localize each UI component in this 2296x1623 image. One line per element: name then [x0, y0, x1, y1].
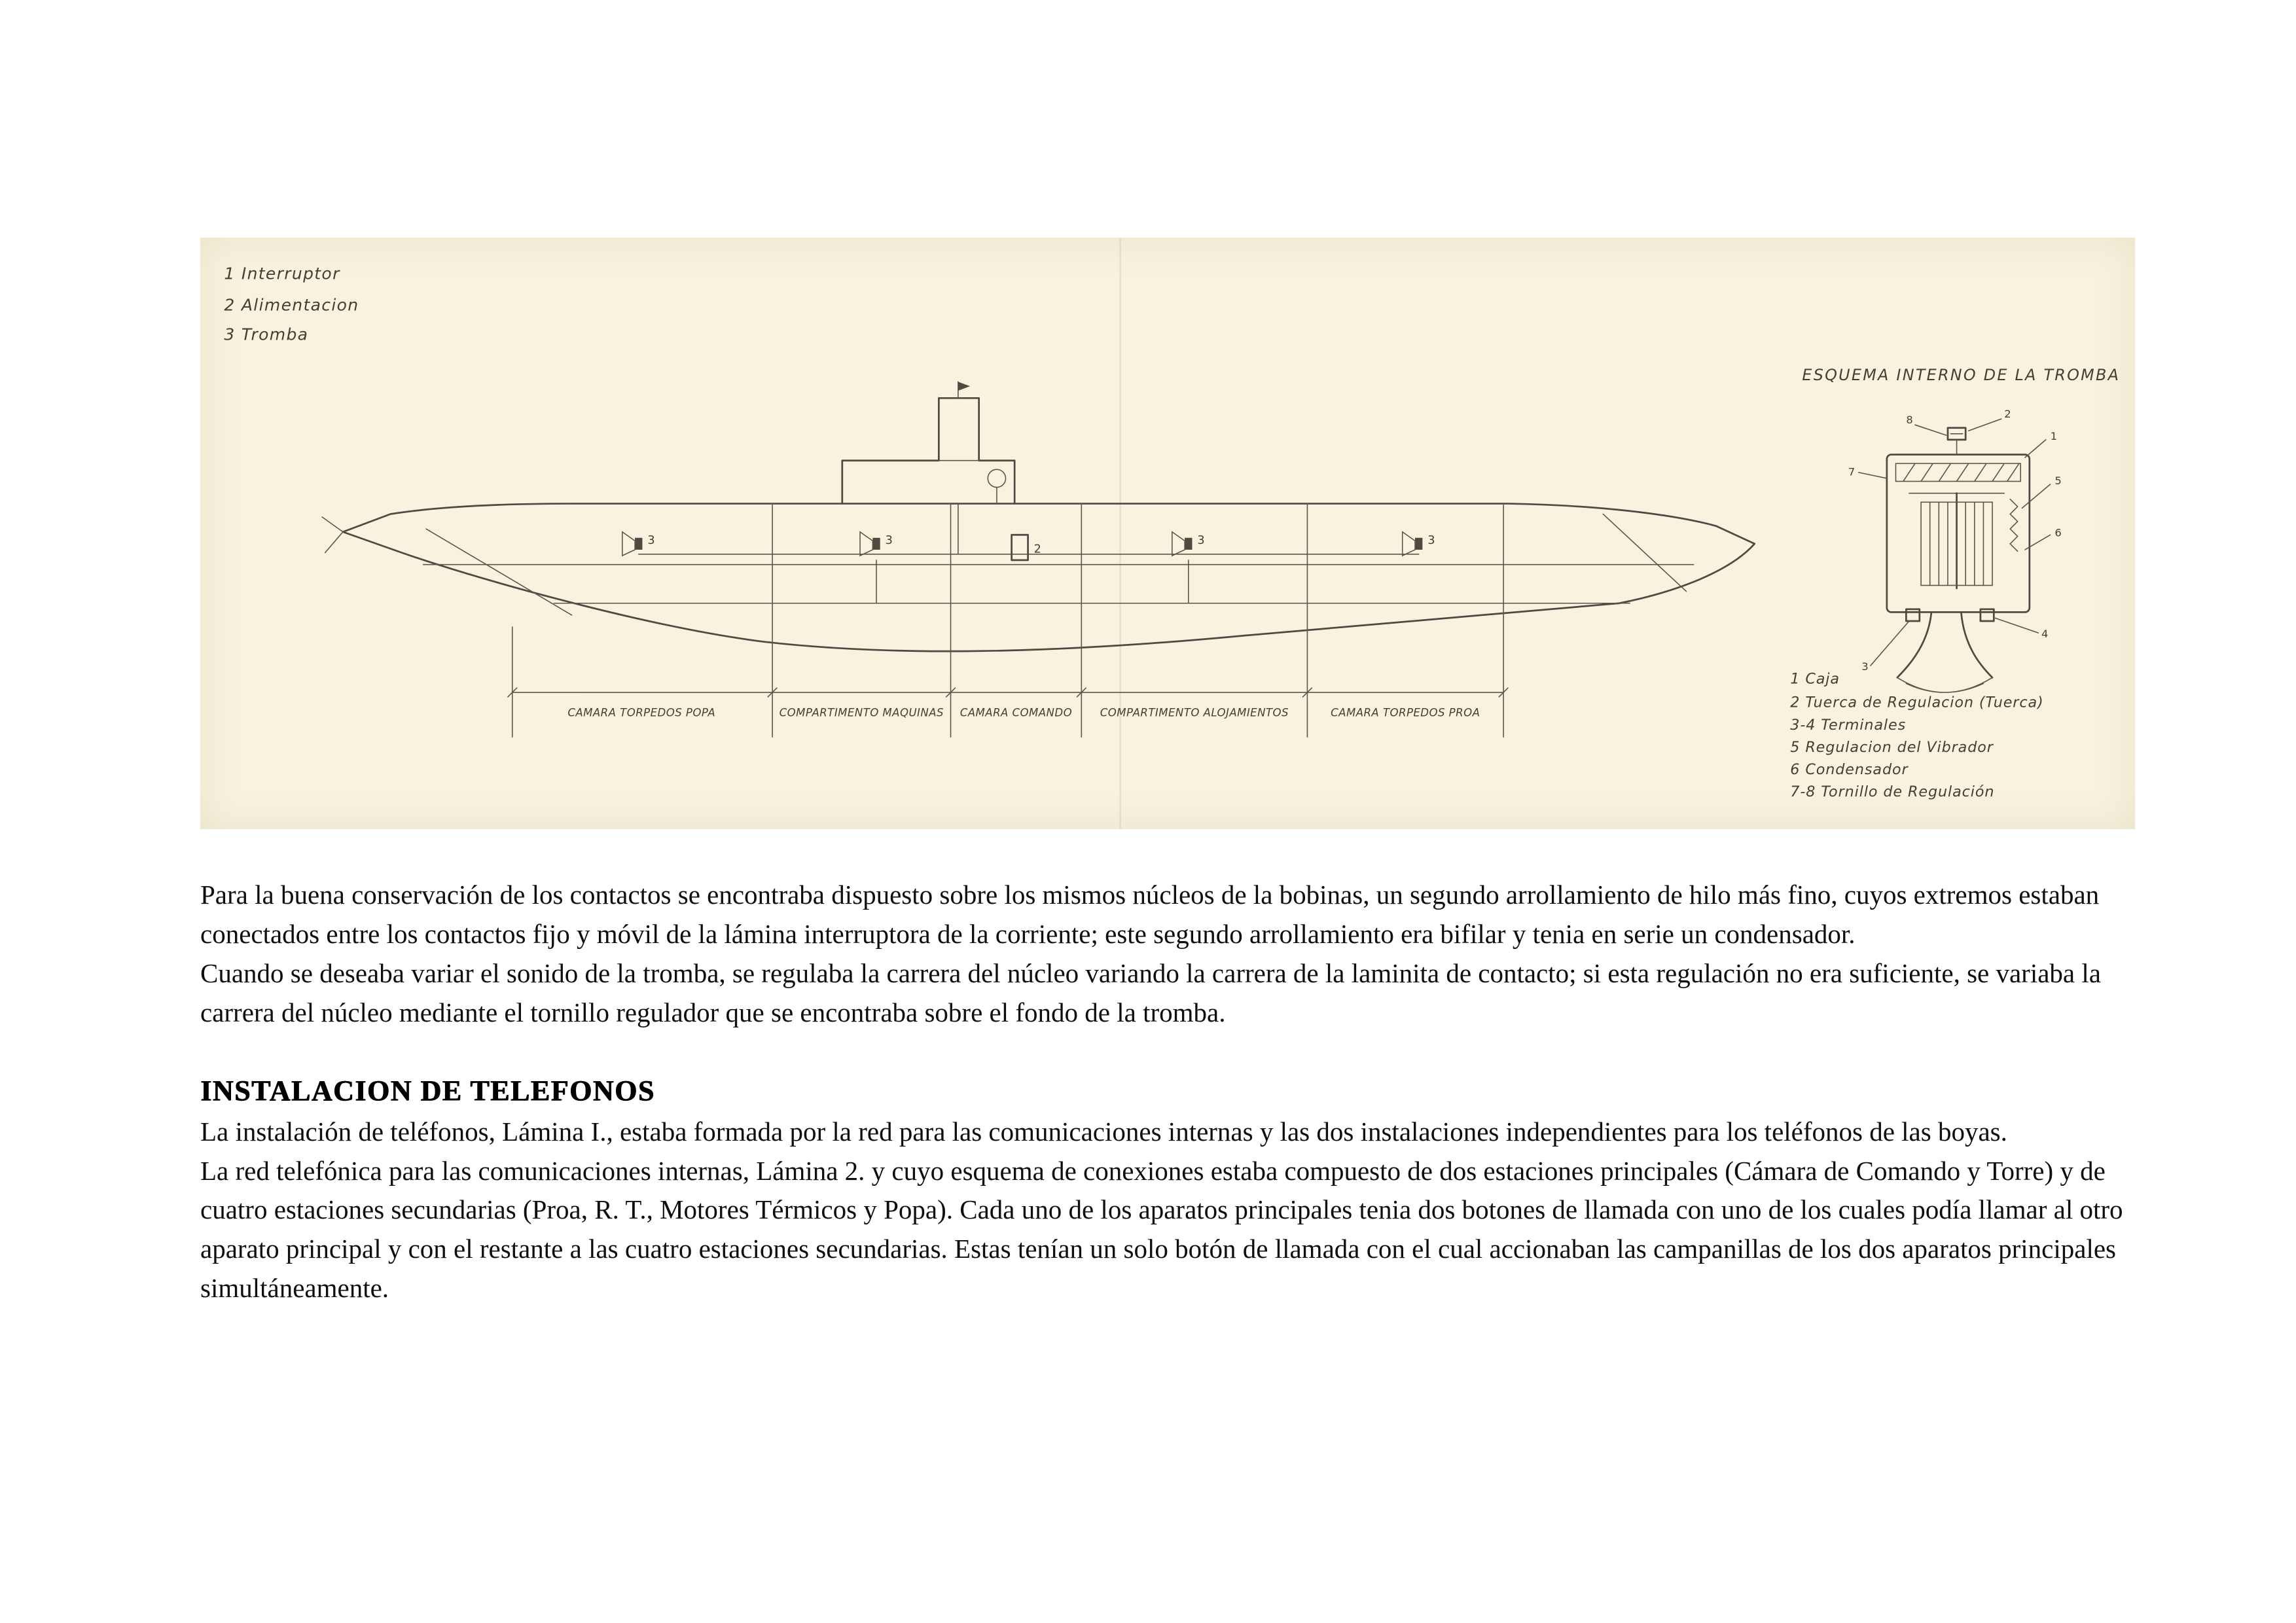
- horn-icon: [1403, 532, 1435, 556]
- horn-number: 3: [647, 533, 655, 547]
- diagram-key: [224, 264, 359, 344]
- detail-legend-item: 7-8 Tornillo de Regulación: [1790, 783, 1995, 801]
- horn-icon: [860, 532, 893, 556]
- submarine-diagram: [200, 238, 2135, 829]
- feed-number: 2: [1033, 543, 1041, 556]
- conning-tower: [842, 382, 1014, 503]
- detail-legend-item: 3-4 Terminales: [1790, 716, 1907, 734]
- key-item-tromba: 3 Tromba: [224, 325, 309, 344]
- detail-callout-5: 5: [2054, 474, 2062, 488]
- horn-number: 3: [1197, 533, 1205, 547]
- compartment-label: COMPARTIMENTO MAQUINAS: [779, 706, 944, 719]
- detail-callout-2: 2: [2004, 407, 2011, 420]
- compartment-label: CAMARA TORPEDOS POPA: [567, 706, 716, 719]
- mast-flag-icon: [958, 382, 970, 391]
- scanned-diagram-plate: [200, 238, 2135, 829]
- detail-legend-item: 5 Regulacion del Vibrador: [1790, 738, 1994, 756]
- detail-callout-8: 8: [1906, 413, 1913, 426]
- detail-legend: [1790, 670, 2043, 800]
- detail-callout-1: 1: [2050, 429, 2057, 442]
- tromba-wiring: [622, 504, 1435, 603]
- detail-legend-item: 2 Tuerca de Regulacion (Tuerca): [1790, 694, 2044, 711]
- section-heading-instalacion-de-telefonos: INSTALACION DE TELEFONOS: [200, 1075, 655, 1107]
- detail-legend-item: 6 Condensador: [1790, 760, 1909, 778]
- paragraph-telephone-installation: La instalación de teléfonos, Lámina I., estaba formada por la red para las comunicaciones internas y las dos instalaciones independientes para los teléfonos de las boyas.: [200, 1116, 2007, 1147]
- detail-title: ESQUEMA INTERNO DE LA TROMBA: [1802, 366, 2121, 385]
- tromba-internal-schematic: [1848, 408, 2062, 692]
- detail-callout-7: 7: [1848, 465, 1856, 478]
- paragraph-contacts-conservation: Para la buena conservación de los contactos se encontraba dispuesto sobre los mismos núcleos de la bobinas, un segundo arrollamiento de hilo más fino, cuyos extremos estaban conectados entre los contactos fijo y móvil de la lámina interruptora de la corriente; este segundo arrollamiento era bifilar y tenia en serie un condensador.: [200, 880, 2100, 949]
- horn-number: 3: [885, 533, 893, 547]
- porthole-icon: [988, 469, 1005, 487]
- compartment-label: COMPARTIMENTO ALOJAMIENTOS: [1100, 706, 1289, 719]
- paragraph-telephone-network: La red telefónica para las comunicaciones internas, Lámina 2. y cuyo esquema de conexiones estaba compuesto de dos estaciones principales (Cámara de Comando y Torre) y de cuatro estaciones secundarias (Proa, R. T., Motores Térmicos y Popa). Cada uno de los aparatos principales tenia dos botones de llamada con uno de los cuales podía llamar al otro aparato principal y con el restante a las cuatro estaciones secundarias. Estas tenían un solo botón de llamada con el cual accionaban las campanillas de los dos aparatos principales simultáneamente.: [200, 1155, 2123, 1304]
- horn-icon: [622, 532, 655, 556]
- horn-number: 3: [1427, 533, 1435, 547]
- key-item-alimentacion: 2 Alimentacion: [224, 295, 359, 315]
- key-item-interruptor: 1 Interruptor: [224, 264, 340, 283]
- detail-callout-6: 6: [2054, 526, 2062, 539]
- document-body: [200, 876, 2157, 1308]
- compartment-label: CAMARA COMANDO: [960, 706, 1073, 719]
- feed-box-icon: [1012, 535, 1041, 560]
- horn-icon: [1172, 532, 1205, 556]
- detail-legend-item: 1 Caja: [1790, 670, 1840, 688]
- paragraph-sound-regulation: Cuando se deseaba variar el sonido de la tromba, se regulaba la carrera del núcleo variando la carrera de la laminita de contacto; si esta regulación no era suficiente, se variaba la carrera del núcleo mediante el tornillo regulador que se encontraba sobre el fondo de la tromba.: [200, 957, 2101, 1027]
- detail-callout-3: 3: [1861, 660, 1869, 673]
- submarine-hull: [322, 504, 1755, 654]
- compartment-label: CAMARA TORPEDOS PROA: [1331, 706, 1480, 719]
- detail-callout-4: 4: [2041, 627, 2049, 640]
